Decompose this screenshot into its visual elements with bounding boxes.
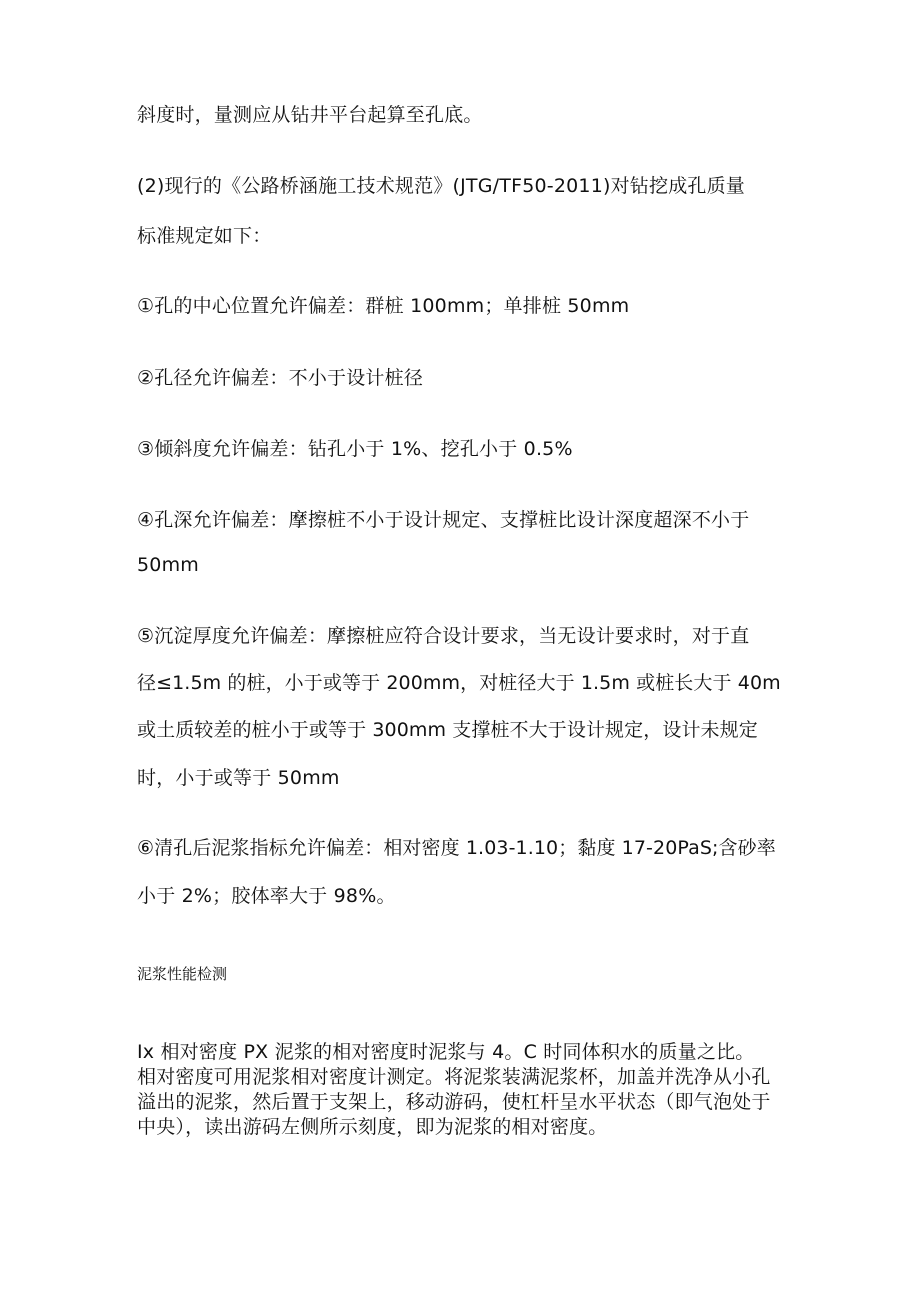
text-line-6: ③倾斜度允许偏差：钻孔小于 1%、挖孔小于 0.5% (137, 438, 573, 460)
section-heading: 泥浆性能检测 (137, 965, 228, 983)
text-line-5: ②孔径允许偏差：不小于设计桩径 (137, 367, 424, 389)
text-line-8: 50mm (137, 554, 199, 576)
text-line-11: 或土质较差的桩小于或等于 300mm 支撑桩不大于设计规定，设计未规定 (137, 719, 758, 741)
text-line-16: Ix 相对密度 PX 泥浆的相对密度时泥浆与 4。C 时同体积水的质量之比。 (137, 1041, 755, 1063)
text-line-3: 标准规定如下： (137, 225, 272, 247)
text-line-2: (2)现行的《公路桥涵施工技术规范》(JTG/TF50-2011)对钻挖成孔质量 (137, 175, 745, 197)
text-line-9: ⑤沉淀厚度允许偏差：摩擦桩应符合设计要求，当无设计要求时，对于直 (137, 625, 750, 647)
text-line-18: 溢出的泥浆，然后置于支架上，移动游码，使杠杆呈水平状态（即气泡处于 (137, 1091, 771, 1113)
text-line-14: 小于 2%；胶体率大于 98%。 (137, 885, 396, 907)
text-line-13: ⑥清孔后泥浆指标允许偏差：相对密度 1.03-1.10；黏度 17-20PaS;含砂率 (137, 837, 776, 859)
text-line-7: ④孔深允许偏差：摩擦桩不小于设计规定、支撑桩比设计深度超深不小于 (137, 509, 750, 531)
text-line-19: 中央），读出游码左侧所示刻度，即为泥浆的相对密度。 (137, 1116, 608, 1138)
text-line-4: ①孔的中心位置允许偏差：群桩 100mm；单排桩 50mm (137, 295, 630, 317)
text-line-12: 时，小于或等于 50mm (137, 767, 340, 789)
text-line-10: 径≤1.5m 的桩，小于或等于 200mm，对桩径大于 1.5m 或桩长大于 40m (137, 672, 781, 694)
text-line-1: 斜度时，量测应从钻井平台起算至孔底。 (137, 104, 483, 126)
text-line-17: 相对密度可用泥浆相对密度计测定。将泥浆装满泥浆杯，加盖并洗净从小孔 (137, 1066, 771, 1088)
